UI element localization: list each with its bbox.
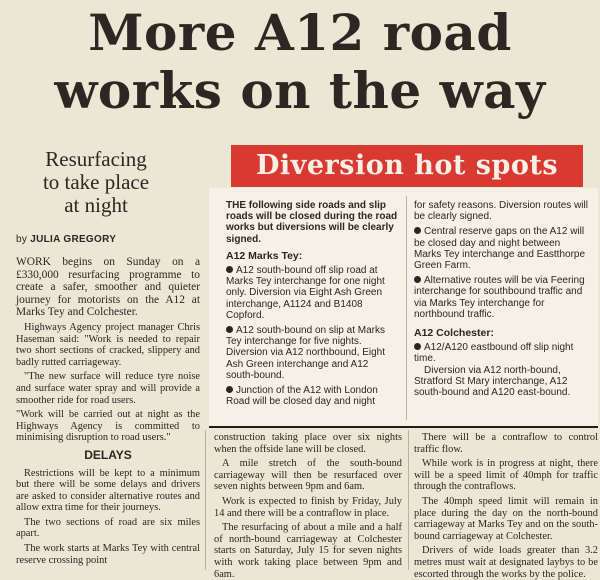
intro-lead: WORK bbox=[16, 256, 51, 268]
headline-line-2: works on the way bbox=[54, 61, 546, 120]
box-continuation: for safety reasons. Diversion routes will be clearly signed. bbox=[414, 200, 588, 223]
byline-prefix: by bbox=[16, 234, 28, 245]
intro-paragraph bbox=[16, 256, 200, 319]
paragraph: construction taking place over six nights when the offside lane will be closed. bbox=[214, 432, 402, 455]
paragraph: The resurfacing of about a mile and a half of north-bound carriageway at Colchester starts on Saturday, July 15 for seven nights with work taking place between 9pm and 6am. bbox=[214, 522, 402, 580]
paragraph: "Work will be carried out at night as the Highways Agency is committed to minimising disruption to road users." bbox=[16, 409, 200, 444]
box-column-divider bbox=[406, 196, 407, 420]
paragraph: A mile stretch of the south-bound carriageway will then be resurfaced over seven nights between 9pm and 6am. bbox=[214, 458, 402, 493]
box-heading-colchester: A12 Colchester: bbox=[414, 327, 494, 340]
paragraph: Highways Agency project manager Chris Haseman said: "Work is needed to repair two short sections of cracked, slippery and badly rutted carriageway. bbox=[16, 321, 200, 368]
box-list-item-cont: Diversion via A12 north-bound, Stratford St Mary interchange, A12 south-bound and A120 east-bound. bbox=[414, 364, 571, 399]
bullet-icon bbox=[226, 266, 233, 273]
box-list-item: Alternative routes will be via Feering interchange for southbound traffic and via Marks Tey interchange for northbound traffic. bbox=[414, 275, 585, 320]
paragraph: "The new surface will reduce tyre noise and surface water spray and will provide a smoother ride for road users. bbox=[16, 371, 200, 406]
byline-author: JULIA GREGORY bbox=[30, 234, 117, 245]
byline bbox=[16, 234, 116, 245]
paragraph: Drivers of wide loads greater than 3.2 metres must wait at designated laybys to be escorted through the works by the police. bbox=[414, 545, 598, 580]
middle-column bbox=[214, 432, 402, 580]
box-list-item: Central reserve gaps on the A12 will be closed day and night between Marks Tey interchange and Eastthorpe Green Farm. bbox=[414, 226, 586, 272]
box-title: Diversion hot spots bbox=[231, 145, 583, 187]
box-column-1 bbox=[226, 200, 398, 411]
intro-text: begins on Sunday on a £330,000 resurfacing programme to create a safer, smoother and quieter journey for motorists on the A12 at Marks Tey and Colchester. bbox=[16, 256, 201, 319]
headline-line-1: More A12 road bbox=[88, 3, 512, 62]
bullet-icon bbox=[414, 276, 421, 283]
paragraph: Restrictions will be kept to a minimum but there will be some delays and drivers are asked to consider alternative routes and allow extra time for their journeys. bbox=[16, 467, 200, 514]
paragraph: While work is in progress at night, there will be a speed limit of 40mph for traffic through the contraflows. bbox=[414, 458, 598, 493]
box-list-item: A12 south-bound off slip road at Marks Tey interchange for one night only. Diversion via Eight Ash Green interchange, A1124 and B1408 Copford. bbox=[226, 265, 385, 321]
bullet-icon bbox=[414, 227, 421, 234]
paragraph: The two sections of road are six miles apart. bbox=[16, 516, 200, 540]
bullet-icon bbox=[414, 343, 421, 350]
column-rule bbox=[408, 430, 409, 570]
box-heading-marks-tey: A12 Marks Tey: bbox=[226, 249, 303, 262]
paragraph: Work is expected to finish by Friday, July 14 and there will be a contraflow in place. bbox=[214, 495, 402, 519]
box-list-item: A12/A120 eastbound off slip night time. bbox=[414, 342, 574, 365]
paragraph: The work starts at Marks Tey with central reserve crossing point bbox=[16, 543, 200, 566]
left-column bbox=[16, 256, 200, 566]
paragraph: There will be a contraflow to control traffic flow. bbox=[414, 432, 598, 455]
deck-headline bbox=[6, 148, 186, 217]
paragraph: The 40mph speed limit will remain in place during the day on the north-bound carriageway at Marks Tey and on the south-bound carriageway at Colchester. bbox=[414, 495, 598, 542]
deck-line-3: at night bbox=[64, 193, 128, 217]
box-list-item: A12 south-bound on slip at Marks Tey interchange for five nights. Diversion via A12 northbound, Eight Ash Green interchange and A12 south-bound. bbox=[226, 325, 385, 381]
deck-line-1: Resurfacing bbox=[45, 147, 147, 171]
box-lead: THE following side roads and slip roads will be closed during the road works but diversions will be clearly signed. bbox=[226, 200, 398, 245]
deck-line-2: to take place bbox=[42, 170, 150, 194]
bullet-icon bbox=[226, 386, 233, 393]
box-list-item: Junction of the A12 with London Road will be closed day and night bbox=[226, 385, 378, 408]
box-column-2 bbox=[414, 200, 590, 402]
right-column bbox=[414, 432, 598, 580]
section-subhead: DELAYS bbox=[84, 447, 132, 462]
column-rule bbox=[205, 430, 206, 570]
bullet-icon bbox=[226, 326, 233, 333]
